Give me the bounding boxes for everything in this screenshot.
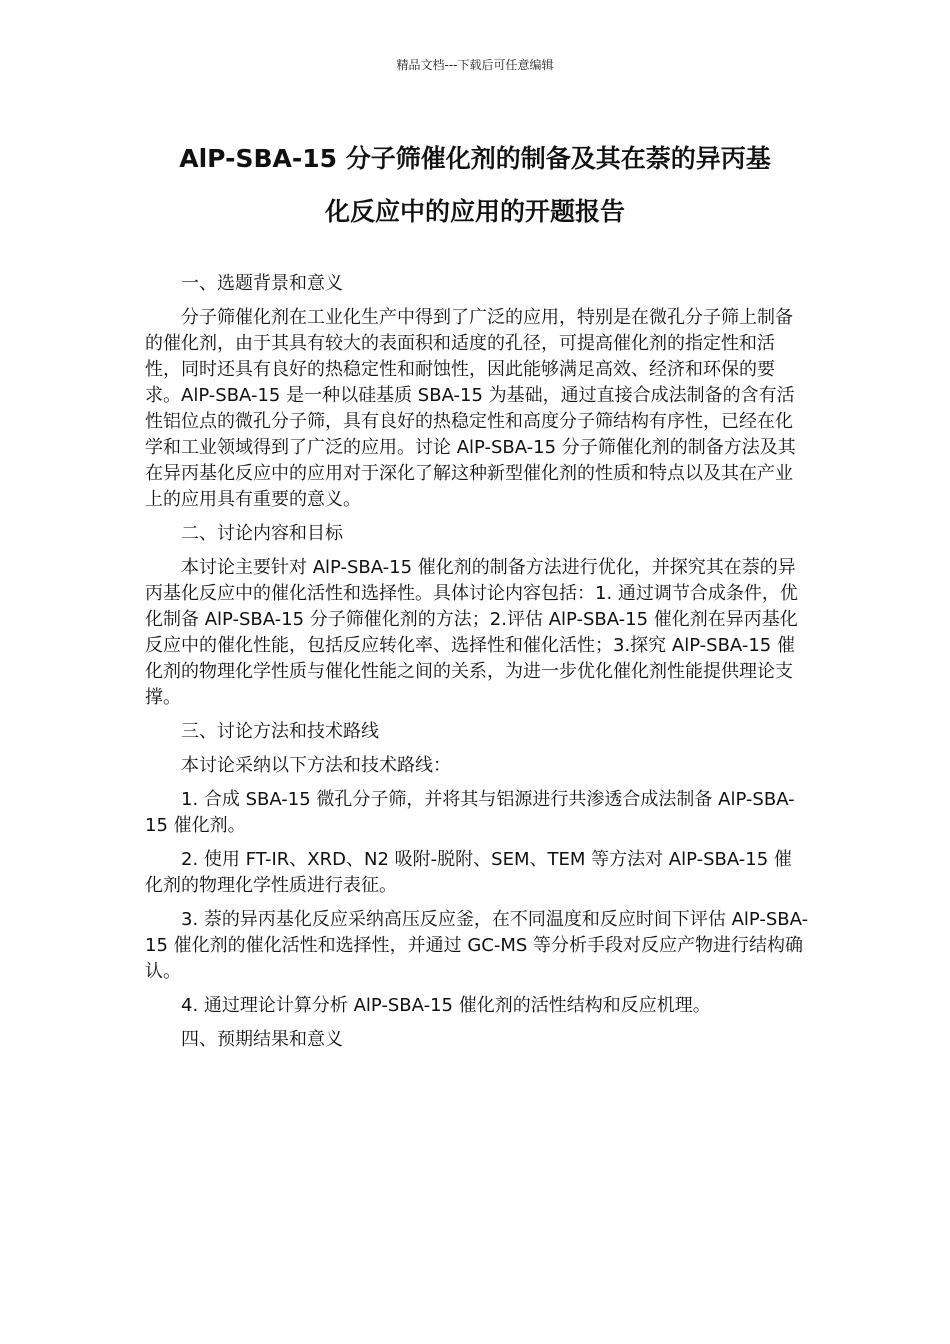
method-item-4: 4. 通过理论计算分析 AlP-SBA-15 催化剂的活性结构和反应机理。 <box>181 995 711 1016</box>
method-item-1: 1. 合成 SBA-15 微孔分子筛，并将其与铝源进行共渗透合成法制备 AlP-SBA-15 催化剂。 <box>145 789 795 836</box>
section-heading-methods: 三、讨论方法和技术路线 <box>181 721 379 742</box>
section-heading-background: 一、选题背景和意义 <box>181 273 343 294</box>
method-item-2: 2. 使用 FT-IR、XRD、N2 吸附-脱附、SEM、TEM 等方法对 AlP-SBA-15 催化剂的物理化学性质进行表征。 <box>145 849 792 896</box>
title-line-2: 化反应中的应用的开题报告 <box>324 197 625 226</box>
section-heading-expected: 四、预期结果和意义 <box>181 1029 343 1050</box>
title-line-1: AlP-SBA-15 分子筛催化剂的制备及其在萘的异丙基 <box>179 144 771 173</box>
paragraph-background: 分子筛催化剂在工业化生产中得到了广泛的应用，特别是在微孔分子筛上制备的催化剂，由于其具有较大的表面积和适度的孔径，可提高催化剂的指定性和活性，同时还具有良好的热稳定性和耐蚀性，因此能够满足高效、经济和环保的要求。AlP-SBA-15 是一种以硅基质 SBA-15 为基础，通过直接合成法制备的含有活性铝位点的微孔分子筛，具有良好的热稳定性和高度分子筛结构有序性，已经在化学和工业领域得到了广泛的应用。讨论 AlP-SBA-15 分子筛催化剂的制备方法及其在异丙基化反应中的应用对于深化了解这种新型催化剂的性质和特点以及其在产业上的应用具有重要的意义。 <box>145 307 796 510</box>
method-item-3: 3. 萘的异丙基化反应采纳高压反应釜，在不同温度和反应时间下评估 AlP-SBA-15 催化剂的催化活性和选择性，并通过 GC-MS 等分析手段对反应产物进行结构确认。 <box>145 909 809 982</box>
paragraph-content: 本讨论主要针对 AlP-SBA-15 催化剂的制备方法进行优化，并探究其在萘的异丙基化反应中的催化活性和选择性。具体讨论内容包括：1. 通过调节合成条件，优化制备 AlP-SBA-15 分子筛催化剂的方法；2.评估 AlP-SBA-15 催化剂在异丙基化反应中的催化性能，包括反应转化率、选择性和催化活性；3.探究 AlP-SBA-15 催化剂的物理化学性质与催化性能之间的关系，为进一步优化催化剂性能提供理论支撑。 <box>145 557 798 708</box>
section-heading-content: 二、讨论内容和目标 <box>181 523 343 544</box>
header-note: 精品文档---下载后可任意编辑 <box>396 58 554 72</box>
document-title <box>120 132 830 238</box>
document-body <box>145 271 809 1061</box>
paragraph-methods-intro: 本讨论采纳以下方法和技术路线： <box>181 755 451 776</box>
